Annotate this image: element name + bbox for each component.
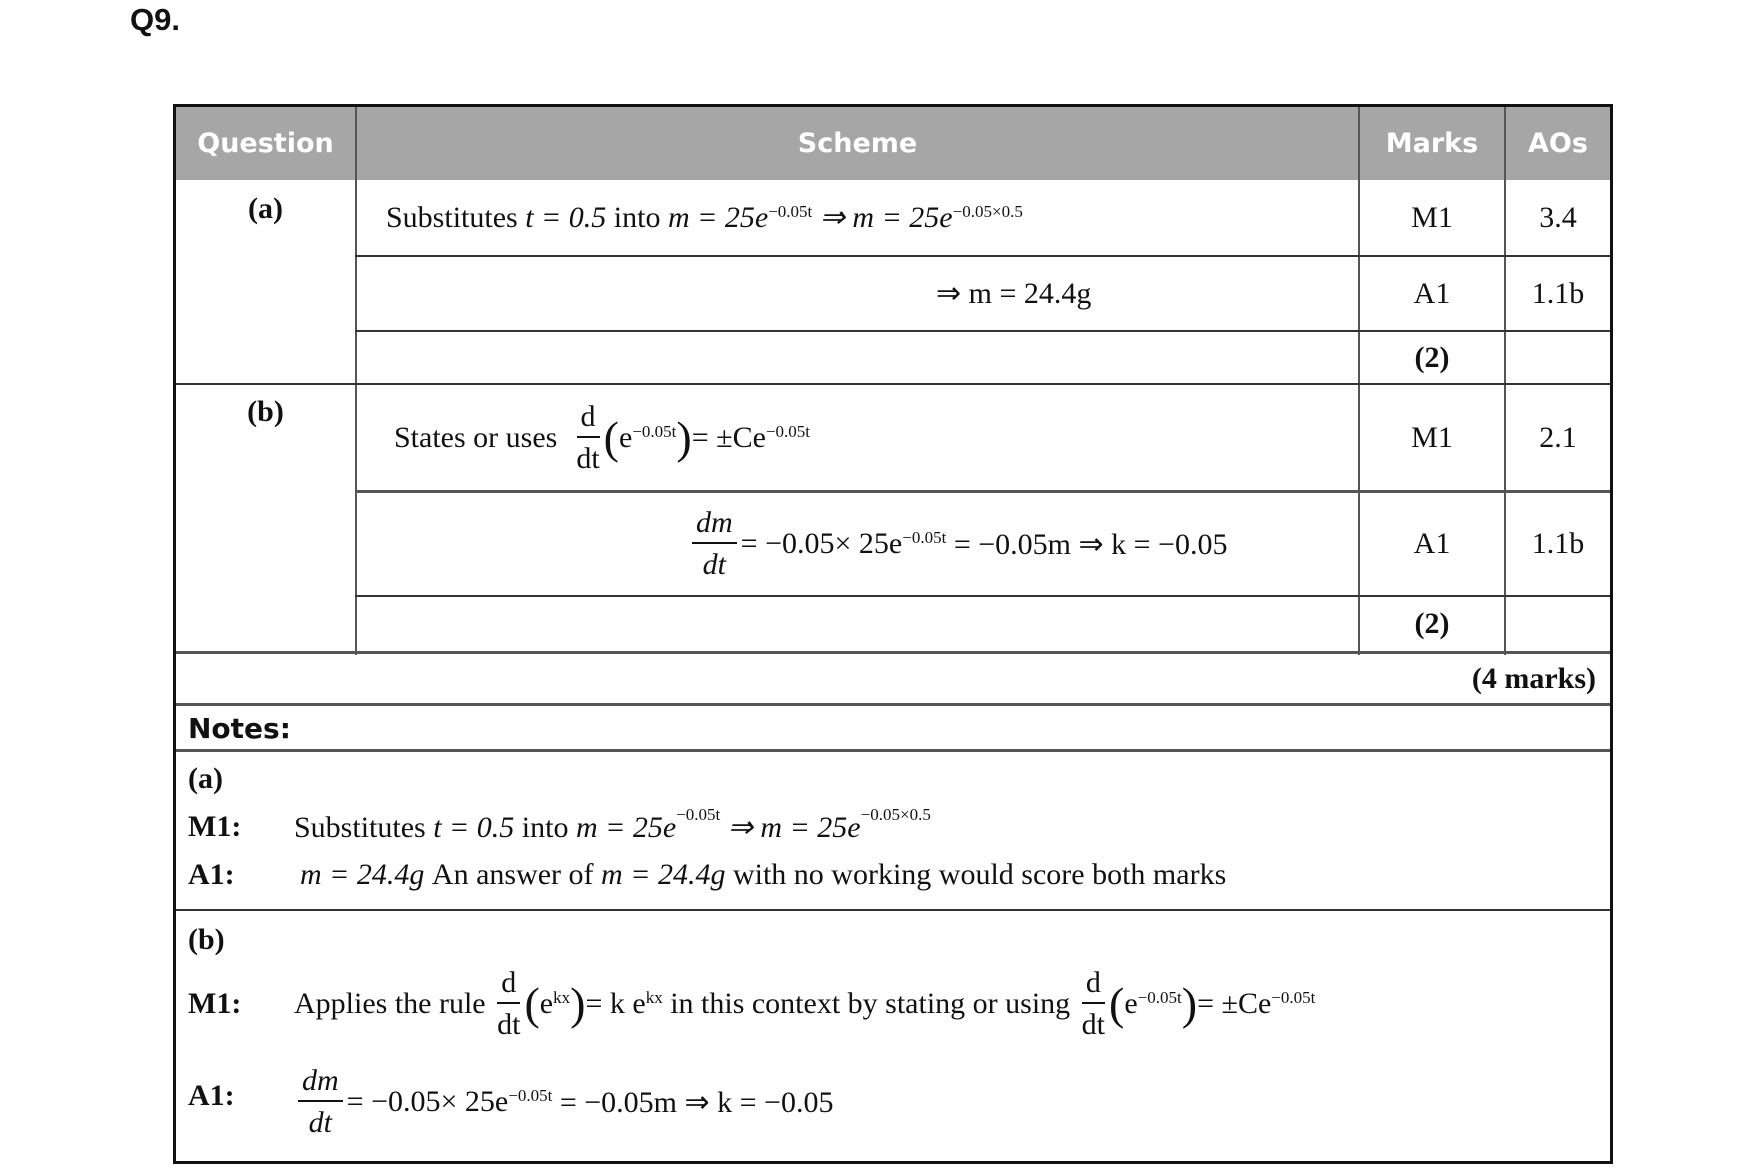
derivative-operator: $\frac{d}{dt}$ — [497, 966, 521, 1041]
part-a-label: (a) — [248, 192, 283, 225]
part-b-row2-ao: 1.1b — [1531, 527, 1585, 560]
mark-scheme-table — [173, 104, 1613, 1164]
part-a-row2-mark: A1 — [1413, 276, 1451, 310]
derivative-operator: $\frac{d}{dt}$ — [576, 399, 600, 475]
divider — [176, 651, 1610, 654]
notes-b-m1-label: M1: — [188, 987, 242, 1020]
header-scheme: Scheme — [357, 107, 1358, 180]
dm-dt-fraction: $\frac{dm}{dt}$ — [298, 1066, 343, 1138]
notes-b-a1-text: $\frac{dm}{dt}$ = −0.05× 25e $^{-0.05t}$ = −0.05m ⇒ k = −0.05 — [294, 1053, 833, 1151]
divider — [355, 107, 357, 655]
header-marks: Marks — [1360, 107, 1504, 180]
notes-a-a1-text: m = 24.4g An answer of m = 24.4g with no working would score both marks — [300, 858, 1227, 891]
notes-title: Notes: — [188, 712, 291, 745]
notes-a-a1-label: A1: — [188, 858, 235, 891]
part-a-row1-mark: M1 — [1411, 200, 1453, 234]
part-b-row1-scheme: States or uses $\frac{d}{dt}$ ( e $^{-0.05t}$ ) = ±Ce $^{-0.05t}$ — [394, 399, 810, 475]
total-marks: (4 marks) — [1471, 661, 1596, 695]
notes-b-label: (b) — [188, 923, 225, 956]
divider — [176, 909, 1610, 911]
part-a-total: (2) — [1414, 340, 1450, 374]
divider — [176, 749, 1610, 752]
notes-b-a1-label: A1: — [188, 1079, 235, 1112]
part-b-row2-mark: A1 — [1413, 527, 1451, 560]
notes-a-m1-text: Substitutes t = 0.5 into $m = 25e^{-0.05t}$ ⇒ $m = 25e^{-0.05\times 0.5}$ — [294, 805, 931, 844]
divider — [176, 703, 1610, 706]
part-b-row2-scheme: $\frac{dm}{dt}$ = −0.05× 25e $^{-0.05t}$ = −0.05m ⇒ k = −0.05 — [688, 493, 1227, 595]
question-number: Q9. — [130, 2, 180, 37]
part-a-row1-scheme: Substitutes t = 0.5 into m = 25e $^{-0.05t}$ ⇒ m = 25e $^{-0.05\times 0.5}$ — [386, 200, 1023, 234]
part-a-row2-ao: 1.1b — [1531, 276, 1585, 310]
notes-a-m1-label: M1: — [188, 810, 242, 843]
dm-dt-fraction: $\frac{dm}{dt}$ — [692, 508, 737, 580]
part-b-label: (b) — [247, 395, 284, 428]
part-a-row2-scheme: ⇒ m = 24.4g — [936, 277, 1092, 310]
part-b-row1-mark: M1 — [1411, 420, 1453, 454]
part-a-row1-ao: 3.4 — [1539, 200, 1577, 234]
part-b-total: (2) — [1414, 607, 1450, 640]
part-b-row1-ao: 2.1 — [1539, 420, 1577, 454]
notes-a-label: (a) — [188, 762, 223, 795]
derivative-operator: $\frac{d}{dt}$ — [1081, 966, 1106, 1041]
notes-b-m1-text: Applies the rule $\frac{d}{dt}$ ( e $^{kx}$ ) = k e $^{kx}$ in this context by stating or using $\frac{d}{dt}$ ( e $^{-0.05t}$ ) = ±Ce $^{-0.05t}$ — [294, 966, 1316, 1041]
header-aos: AOs — [1506, 107, 1610, 180]
header-question: Question — [176, 107, 355, 180]
